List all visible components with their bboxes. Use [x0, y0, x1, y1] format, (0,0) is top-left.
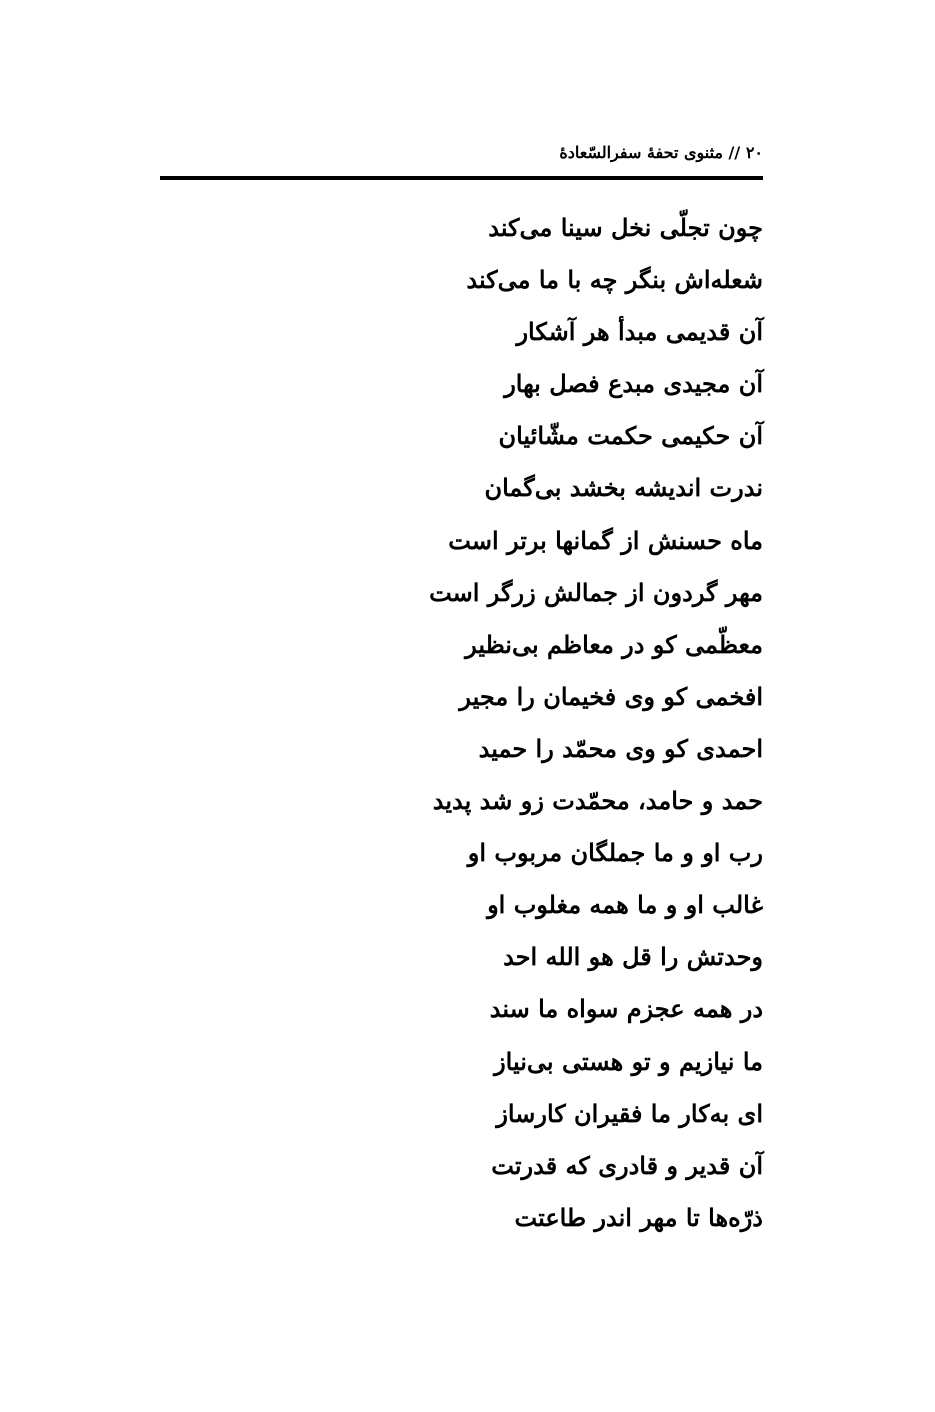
verse-line: شعله‌اش بنگر چه با ما می‌کند [466, 265, 763, 295]
verse-line: ندرت اندیشه بخشد بی‌گمان [484, 473, 763, 503]
verse-list [203, 205, 763, 1247]
verse-line: در همه عجزم سواه ما سند [489, 994, 763, 1024]
verse-line: آن قدیر و قادری که قدرتت [491, 1150, 763, 1180]
verse-line: وحدتش را قل هو الله احد [503, 942, 763, 972]
verse-line: رب او و ما جملگان مربوب او [467, 838, 763, 868]
verse-line: چون تجلّی نخل سینا می‌کند [488, 213, 763, 242]
header-rule [160, 176, 763, 180]
verse-line: معظّمی کو در معاظم بی‌نظیر [465, 629, 763, 659]
running-header: ۲۰ // مثنوی تحفهٔ سفرالسّعادهٔ [559, 143, 763, 162]
verse-line: ماه حسنش از گمانها برتر است [448, 525, 763, 555]
verse-line: ذرّه‌ها تا مهر اندر طاعتت [514, 1202, 763, 1232]
verse-line: ما نیازیم و تو هستی بی‌نیاز [494, 1046, 763, 1076]
verse-line: آن قدیمی مبدأ هر آشکار [516, 317, 763, 347]
verse-line: حمد و حامد، محمّدت زو شد پدید [432, 786, 763, 816]
verse-line: غالب او و ما همه مغلوب او [487, 890, 763, 920]
verse-line: احمدی کو وی محمّد را حمید [478, 733, 763, 763]
verse-line: آن مجیدی مبدع فصل بهار [504, 369, 763, 399]
verse-line: آن حکیمی حکمت مشّائیان [498, 421, 763, 451]
verse-line: ای به‌کار ما فقیران کارساز [496, 1098, 763, 1128]
verse-line: مهر گردون از جمالش زرگر است [429, 577, 763, 607]
verse-line: افخمی کو وی فخیمان را مجیر [459, 681, 763, 711]
